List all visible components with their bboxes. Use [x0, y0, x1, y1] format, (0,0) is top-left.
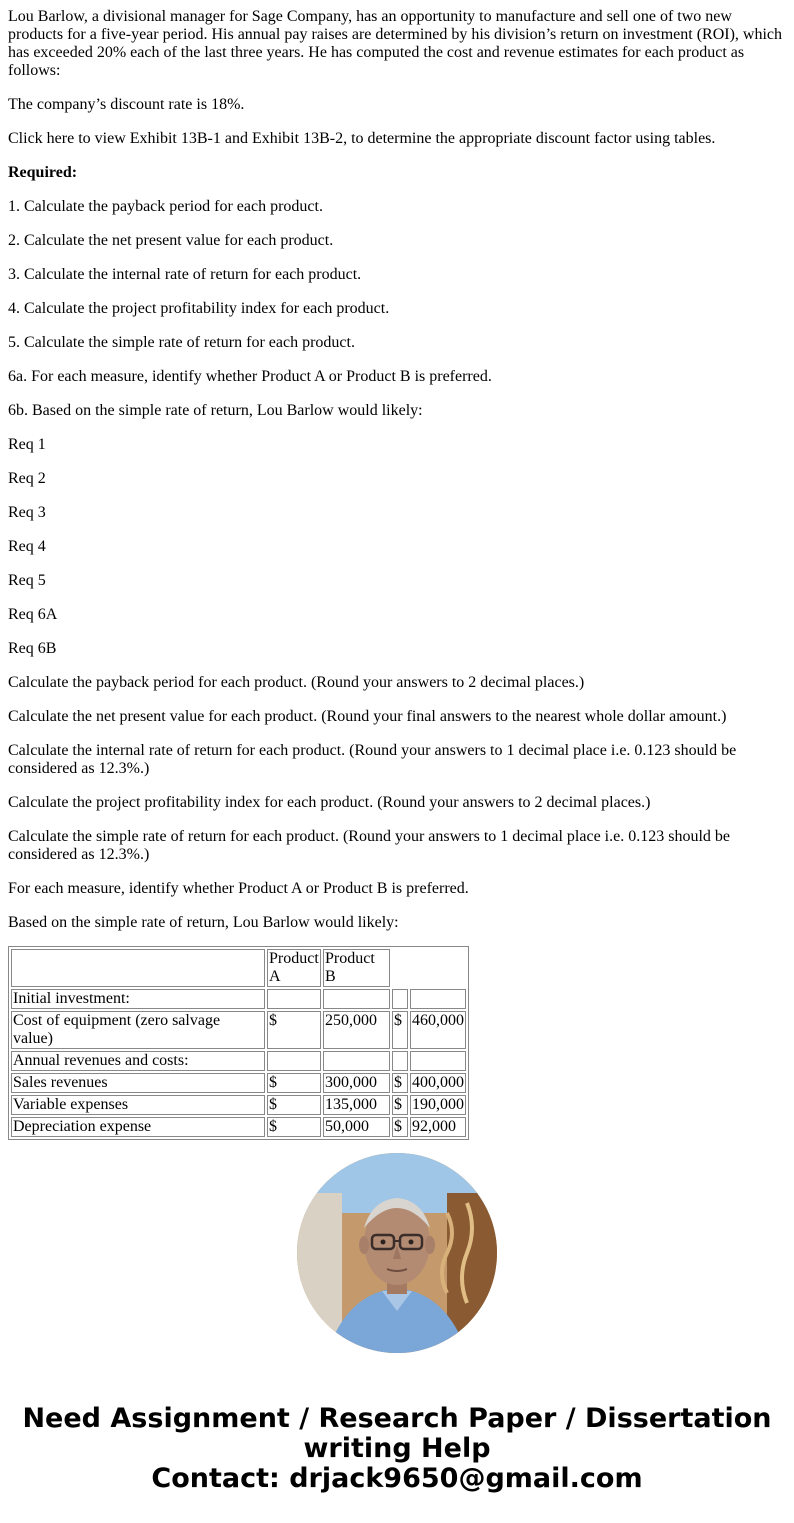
cell-currency-a: [267, 989, 321, 1009]
row-label: Initial investment:: [11, 989, 265, 1009]
cell-currency-b: $: [392, 1011, 408, 1049]
instruction-text: Calculate the net present value for each product. (Round your final answers to the nearest whole dollar amount.): [8, 708, 727, 725]
tab-req-1[interactable]: Req 1: [8, 436, 46, 453]
requirement-item: 2. Calculate the net present value for each product.: [8, 232, 334, 249]
discount-rate-text: The company’s discount rate is 18%.: [8, 96, 245, 113]
row-label: Depreciation expense: [11, 1117, 265, 1137]
tab-req-6a[interactable]: Req 6A: [8, 606, 58, 623]
cell-value-b: [410, 989, 466, 1009]
requirement-item: 6a. For each measure, identify whether Product A or Product B is preferred.: [8, 368, 492, 385]
row-label: Annual revenues and costs:: [11, 1051, 265, 1071]
cell-currency-a: $: [267, 1073, 321, 1093]
cta-contact-email[interactable]: Contact: drjack9650@gmail.com: [151, 1463, 643, 1494]
contact-banner: [0, 1404, 794, 1494]
cell-currency-b: $: [392, 1073, 408, 1093]
instruction-text: Based on the simple rate of return, Lou Barlow would likely:: [8, 914, 399, 931]
row-label: Cost of equipment (zero salvage value): [11, 1011, 265, 1049]
cell-value-b: 190,000: [412, 1096, 464, 1113]
requirement-item: 6b. Based on the simple rate of return, Lou Barlow would likely:: [8, 402, 423, 419]
cell-currency-a: [267, 1051, 321, 1071]
instruction-text: Calculate the project profitability index for each product. (Round your answers to 2 decimal places.): [8, 794, 651, 811]
table-header-spacer: [392, 949, 466, 987]
table-row: [11, 1095, 466, 1115]
table-header-row: [11, 949, 466, 987]
intro-paragraph: Lou Barlow, a divisional manager for Sage Company, has an opportunity to manufacture and sell one of two new products for a five-year period. His annual pay raises are determined by his division’s return on investment (ROI), which has exceeded 20% each of the last three years. He has computed the cost and revenue estimates for each product as follows:: [8, 8, 783, 79]
tab-req-2[interactable]: Req 2: [8, 470, 46, 487]
tab-req-6b[interactable]: Req 6B: [8, 640, 57, 657]
table-row: [11, 1051, 466, 1071]
tab-req-3[interactable]: Req 3: [8, 504, 46, 521]
cell-currency-a: $: [267, 1117, 321, 1137]
avatar-portrait: [297, 1153, 497, 1353]
requirement-item: 1. Calculate the payback period for each product.: [8, 198, 323, 215]
requirement-item: 4. Calculate the project profitability index for each product.: [8, 300, 390, 317]
header-product-b: Product B: [323, 949, 390, 987]
cell-value-a: [323, 989, 390, 1009]
cell-currency-a: $: [267, 1095, 321, 1115]
cell-currency-b: [392, 1051, 408, 1071]
requirement-item: 3. Calculate the internal rate of return for each product.: [8, 266, 362, 283]
tab-req-5[interactable]: Req 5: [8, 572, 46, 589]
tab-req-4[interactable]: Req 4: [8, 538, 46, 555]
cell-value-b: [410, 1051, 466, 1071]
cost-revenue-table: [8, 946, 469, 1140]
cell-value-a: 300,000: [323, 1073, 390, 1093]
row-label: Variable expenses: [11, 1095, 265, 1115]
cell-currency-b: [392, 989, 408, 1009]
cell-value-b: 92,000: [410, 1117, 466, 1137]
instruction-text: For each measure, identify whether Product A or Product B is preferred.: [8, 880, 469, 897]
required-heading: Required:: [8, 164, 78, 181]
cta-line-2: writing Help: [303, 1433, 491, 1464]
cell-value-a: 50,000: [323, 1117, 390, 1137]
cta-line-1: Need Assignment / Research Paper / Dissertation: [22, 1403, 772, 1434]
exhibit-link[interactable]: Click here to view Exhibit 13B-1 and Exhibit 13B-2, to determine the appropriate discount factor using tables.: [8, 130, 716, 147]
cell-value-a: 250,000: [323, 1011, 390, 1049]
cell-value-b: 460,000: [410, 1011, 466, 1049]
table-row: [11, 1073, 466, 1093]
table-row: [11, 1011, 466, 1049]
cell-value-b: 400,000: [412, 1074, 464, 1091]
instruction-text: Calculate the simple rate of return for each product. (Round your answers to 1 decimal place i.e. 0.123 should be considered as 12.3%.): [8, 828, 730, 863]
requirement-item: 5. Calculate the simple rate of return for each product.: [8, 334, 355, 351]
row-label: Sales revenues: [11, 1073, 265, 1093]
cell-value-a: 135,000: [323, 1095, 390, 1115]
table-header-blank: [11, 949, 265, 987]
header-product-a: Product A: [267, 949, 321, 987]
table-row: [11, 1117, 466, 1137]
cell-currency-b: $: [392, 1095, 408, 1115]
author-avatar: [297, 1153, 497, 1353]
table-row: [11, 989, 466, 1009]
instruction-text: Calculate the payback period for each product. (Round your answers to 2 decimal places.): [8, 674, 585, 691]
instruction-text: Calculate the internal rate of return for each product. (Round your answers to 1 decimal place i.e. 0.123 should be considered as 12.3%.): [8, 742, 737, 777]
cell-value-a: [323, 1051, 390, 1071]
cell-currency-b: $: [392, 1117, 408, 1137]
cell-currency-a: $: [267, 1011, 321, 1049]
